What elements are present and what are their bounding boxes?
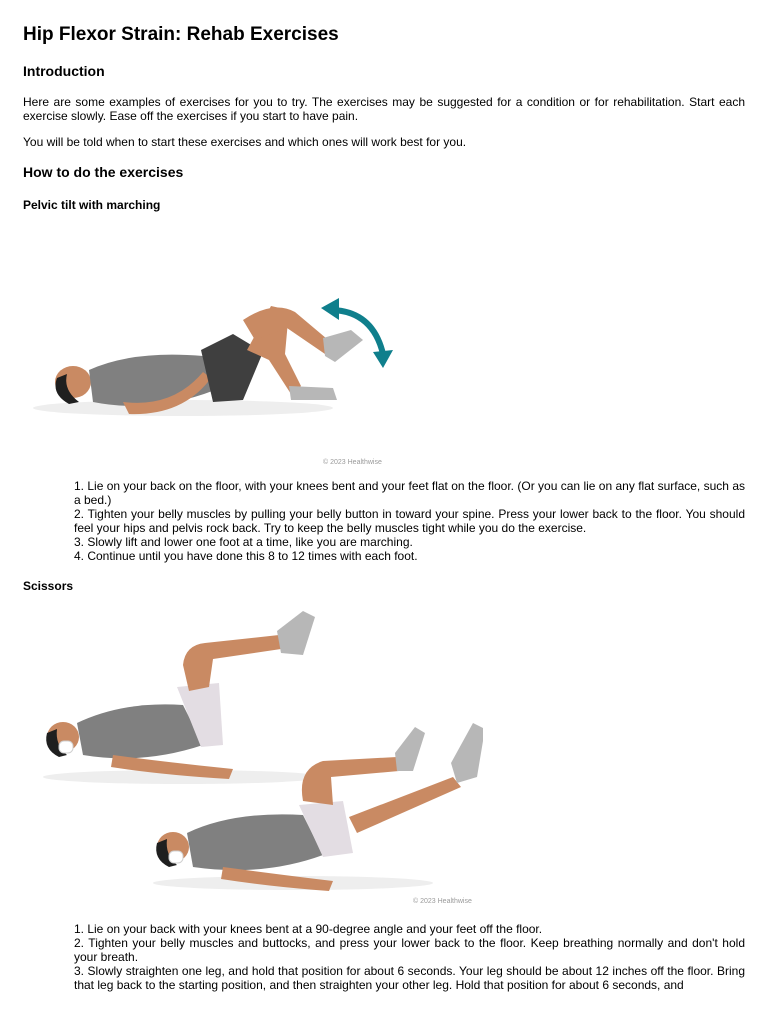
step-item: 4. Continue until you have done this 8 to 12 times with each foot. [74, 549, 418, 563]
intro-paragraph-1: Here are some examples of exercises for you to try. The exercises may be suggested for a condition or for rehabilitation. Start each exercise slowly. Ease off the exercises if you start to have pain. [23, 95, 745, 123]
introduction-heading: Introduction [23, 63, 105, 79]
step-item: 3. Slowly lift and lower one foot at a time, like you are marching. [74, 535, 413, 549]
exercise-title-scissors: Scissors [23, 579, 74, 593]
how-to-heading: How to do the exercises [23, 164, 184, 180]
step-item: 1. Lie on your back on the floor, with your knees bent and your feet flat on the floor. (Or you can lie on any flat surface, such as a bed.) [74, 479, 745, 507]
intro-paragraph-2: You will be told when to start these exercises and which ones will work best for you. [23, 135, 467, 149]
image-credit: © 2023 Healthwise [413, 898, 472, 905]
step-item: 2. Tighten your belly muscles and buttocks, and press your lower back to the floor. Keep breathing normally and don't hold your breath. [74, 936, 745, 964]
image-credit: © 2023 Healthwise [323, 459, 382, 466]
scissors-illustration [33, 605, 483, 910]
pelvic-tilt-steps [74, 479, 745, 563]
step-item: 1. Lie on your back with your knees bent at a 90-degree angle and your feet off the floor. [74, 922, 543, 936]
exercise-title-pelvic-tilt: Pelvic tilt with marching [23, 198, 161, 212]
step-item: 3. Slowly straighten one leg, and hold that position for about 6 seconds. Your leg should be about 12 inches off the floor. Bring that leg back to the starting position, and then straighten your other leg. Hold that position for about 6 seconds, and [74, 964, 745, 992]
page-title: Hip Flexor Strain: Rehab Exercises [23, 24, 339, 45]
scissors-steps [74, 922, 745, 992]
step-item: 2. Tighten your belly muscles by pulling your belly button in toward your spine. Press your lower back to the floor. You should feel your hips and pelvis rock back. Try to keep the belly muscles tight while you do the exercise. [74, 507, 745, 535]
pelvic-tilt-illustration [33, 290, 393, 470]
